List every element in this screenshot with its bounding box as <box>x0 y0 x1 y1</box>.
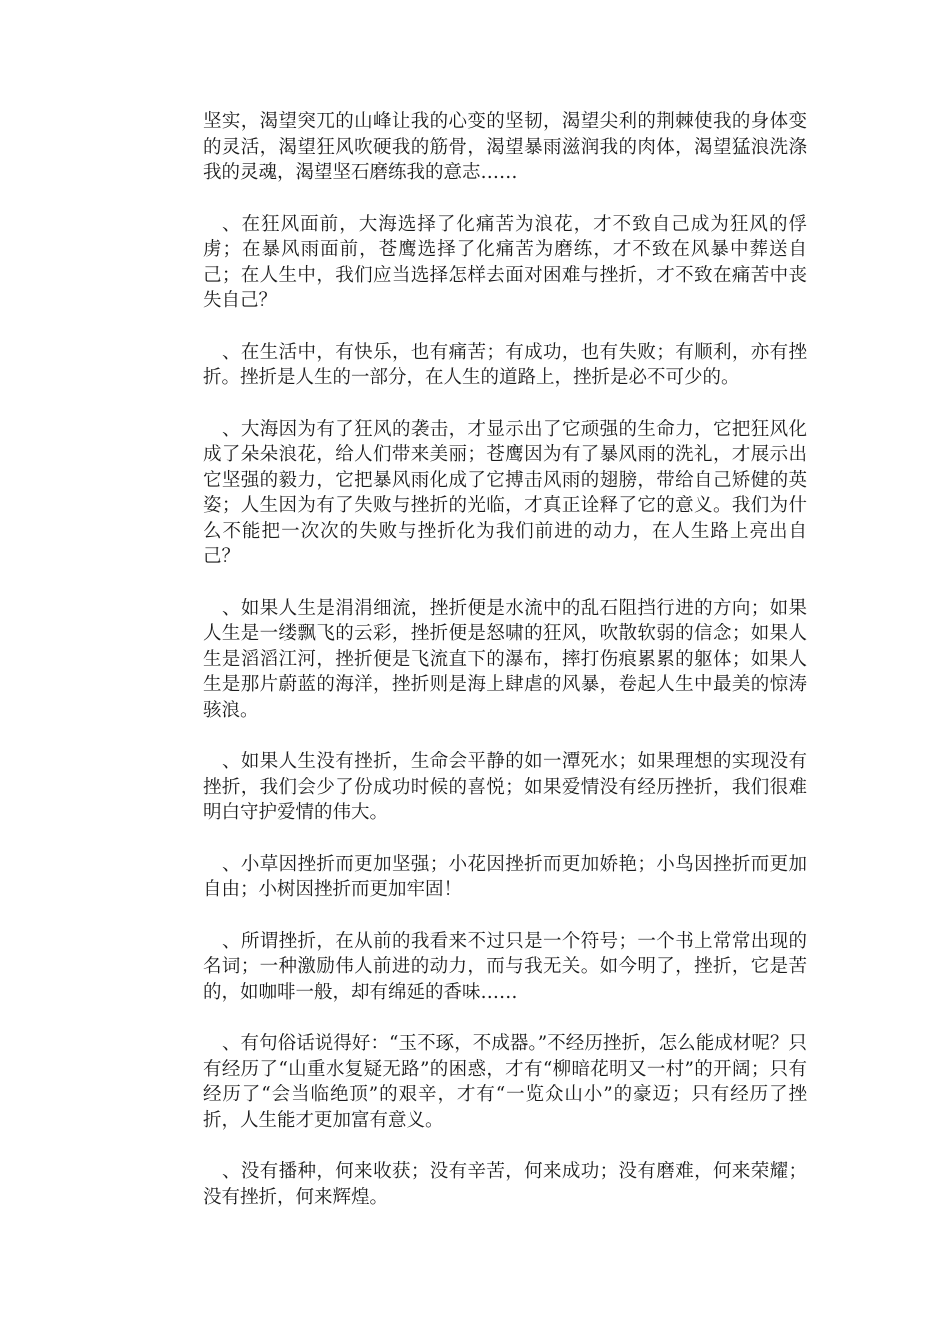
paragraph-2: 、在狂风面前，大海选择了化痛苦为浪花，才不致自己成为狂风的俘虏；在暴风雨面前，苍鹰选择了化痛苦为磨练，才不致在风暴中葬送自己；在人生中，我们应当选择怎样去面对困难与挫折，才不致在痛苦中丧失自己？ <box>203 213 807 311</box>
document-body <box>203 109 807 1236</box>
paragraph-1: 坚实，渴望突兀的山峰让我的心变的坚韧，渴望尖利的荆棘使我的身体变的灵活，渴望狂风吹硬我的筋骨，渴望暴雨滋润我的肉体，渴望猛浪洗涤我的灵魂，渴望坚石磨练我的意志…… <box>203 111 807 183</box>
paragraph-7: 、小草因挫折而更加坚强；小花因挫折而更加娇艳；小鸟因挫折而更加自由；小树因挫折而更加牢固！ <box>203 853 807 900</box>
paragraph-10: 、没有播种，何来收获；没有辛苦，何来成功；没有磨难，何来荣耀；没有挫折，何来辉煌。 <box>203 1161 807 1208</box>
paragraph-5: 、如果人生是涓涓细流，挫折便是水流中的乱石阻挡行进的方向；如果人生是一缕飘飞的云彩，挫折便是怒啸的狂风，吹散软弱的信念；如果人生是滔滔江河，挫折便是飞流直下的瀑布，摔打伤痕累累的躯体；如果人生是那片蔚蓝的海洋，挫折则是海上肆虐的风暴，卷起人生中最美的惊涛骇浪。 <box>203 597 807 721</box>
paragraph-6: 、如果人生没有挫折，生命会平静的如一潭死水；如果理想的实现没有挫折，我们会少了份成功时候的喜悦；如果爱情没有经历挫折，我们很难明白守护爱情的伟大。 <box>203 751 807 823</box>
paragraph-4: 、大海因为有了狂风的袭击，才显示出了它顽强的生命力，它把狂风化成了朵朵浪花，给人们带来美丽；苍鹰因为有了暴风雨的洗礼，才展示出它坚强的毅力，它把暴风雨化成了它搏击风雨的翅膀，带给自己矫健的英姿；人生因为有了失败与挫折的光临，才真正诠释了它的意义。我们为什么不能把一次次的失败与挫折化为我们前进的动力，在人生路上亮出自己？ <box>203 418 807 567</box>
paragraph-9: 、有句俗话说得好：“玉不琢，不成器。”不经历挫折，怎么能成材呢？只有经历了“山重水复疑无路”的困惑，才有“柳暗花明又一村”的开阔；只有经历了“会当临绝顶”的艰辛，才有“一览众山小”的豪迈；只有经历了挫折，人生能才更加富有意义。 <box>203 1033 807 1131</box>
paragraph-3: 、在生活中，有快乐，也有痛苦；有成功，也有失败；有顺利，亦有挫折。挫折是人生的一部分，在人生的道路上，挫折是必不可少的。 <box>203 341 807 388</box>
paragraph-8: 、所谓挫折，在从前的我看来不过只是一个符号；一个书上常常出现的名词；一种激励伟人前进的动力，而与我无关。如今明了，挫折，它是苦的，如咖啡一般，却有绵延的香味…… <box>203 930 807 1003</box>
